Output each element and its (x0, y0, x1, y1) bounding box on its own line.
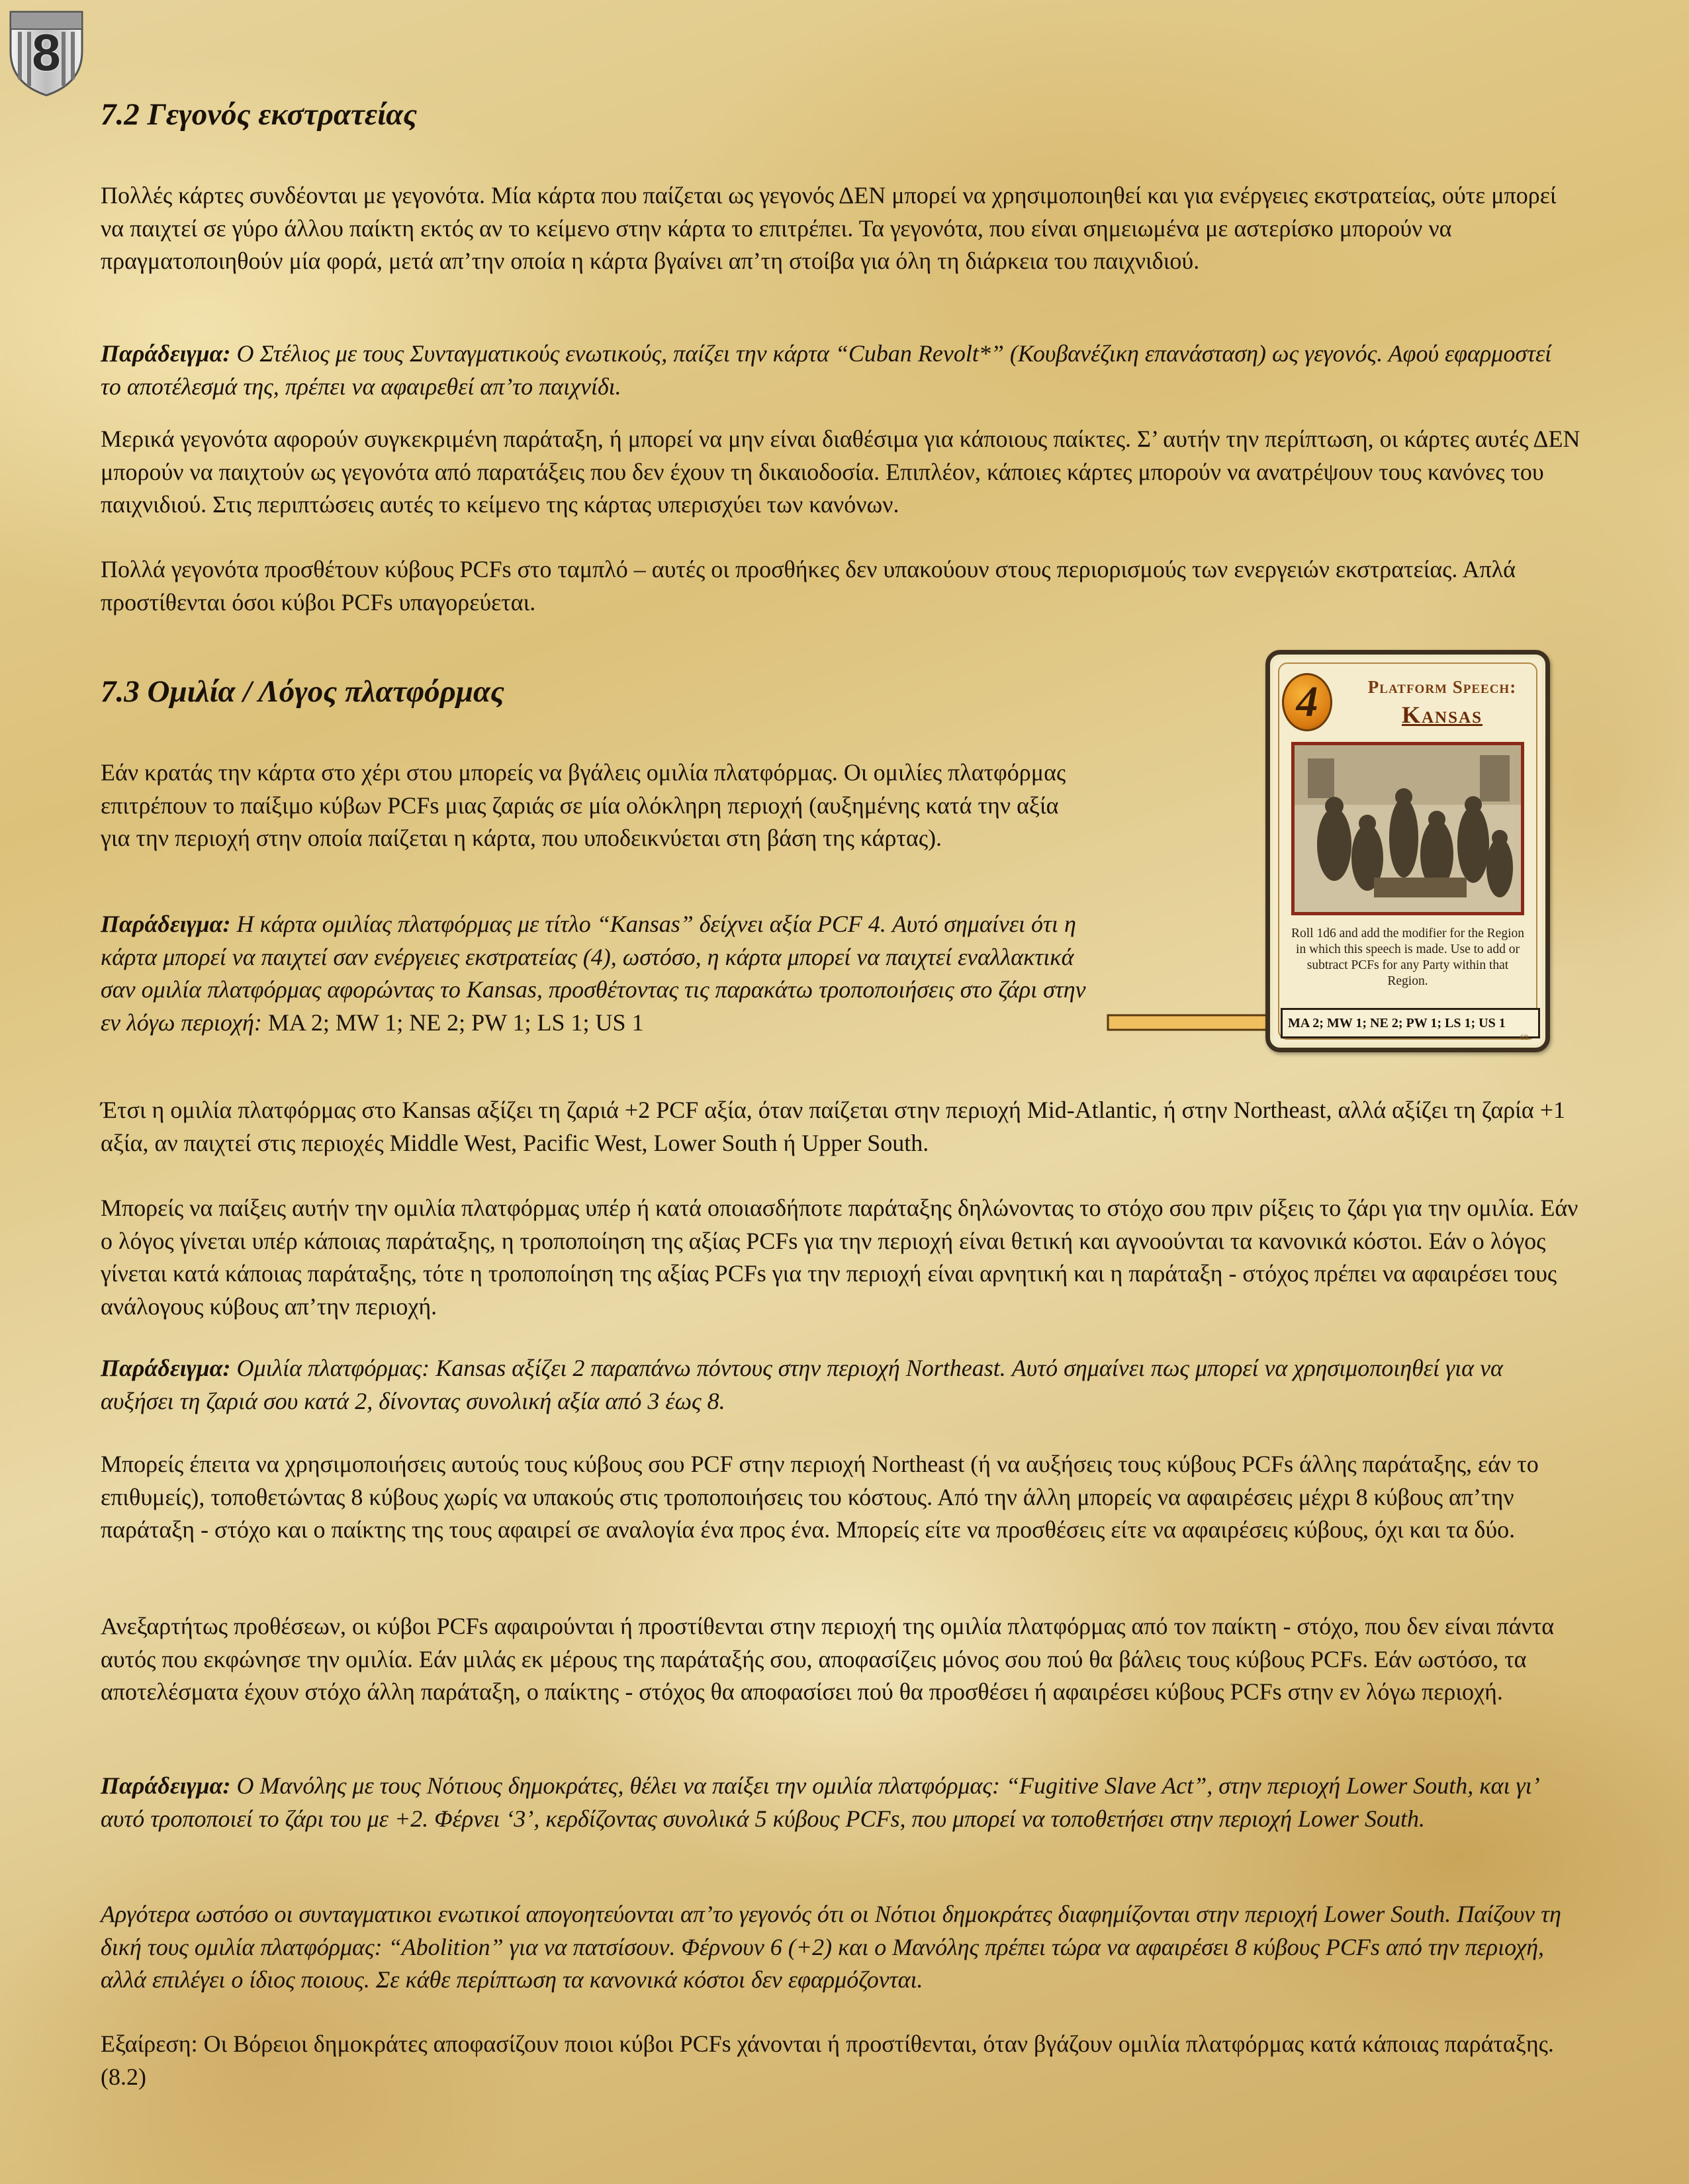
card-subtitle: Kansas (1402, 702, 1483, 728)
card-illustration-image (1291, 742, 1524, 915)
example-label: Παράδειγμα: (101, 340, 231, 367)
card-modifiers: MA 2; MW 1; NE 2; PW 1; LS 1; US 1 (1281, 1008, 1540, 1038)
paragraph: Εξαίρεση: Οι Βόρειοι δημοκράτες αποφασίζουν ποιοι κύβοι PCFs χάνονται ή προστίθενται, όταν βγάζουν ομιλία πλατφόρμας κατά κάποιας παράταξης. (8.2) (101, 2030, 1554, 2090)
paragraph: Πολλές κάρτες συνδέονται με γεγονότα. Μία κάρτα που παίζεται ως γεγονός ΔΕΝ μπορεί να χρησιμοποιηθεί και για ενέργειες εκστρατείας, ούτε μπορεί να παιχτεί σε γύρο άλλου παίκτη εκτός αν το κείμενο στην κάρτα το επιτρέπει. Τα γεγονότα, που είναι σημειωμένα με αστερίσκο μπορούν να πραγματοποιηθούν μία φορά, μετά απ’την οποία η κάρτα βγαίνει απ’τη στοίβα για όλη τη διάρκεια του παιχνιδιού. (101, 182, 1557, 274)
paragraph: Ανεξαρτήτως προθέσεων, οι κύβοι PCFs αφαιρούνται ή προστίθενται στην περιοχή της ομιλία πλατφόρμας από τον παίκτη - στόχο, που δεν είναι πάντα αυτός που εκφώνησε την ομιλία. Εάν μιλάς εκ μέρους της παράταξής σου, αποφασίζεις μόνος σου πού θα βάλεις τους κύβους PCFs. Εάν ωστόσο, τα αποτελέσματα έχουν στόχο άλλη παράταξη, ο παίκτης - στόχος θα αποφασίσει πού θα προσθέσει ή αφαιρέσει κύβους PCFs στην εν λόγω περιοχή. (101, 1613, 1555, 1705)
example-text: Ο Μανόλης με τους Νότιους δημοκράτες, θέλει να παίξει την ομιλία πλατφόρμας: “Fugitive Slave Act”, στην περιοχή Lower South, και γι’ αυτό τροποποιεί το ζάρι του με +2. Φέρνει ‘3’, κερδίζοντας συνολικά 5 κύβους PCFs, που μπορεί να τοποθετήσει στην περιοχή Lower South. (101, 1772, 1537, 1832)
card-value-badge: 4 (1282, 673, 1332, 731)
paragraph: Εάν κρατάς την κάρτα στο χέρι στου μπορείς να βγάλεις ομιλία πλατφόρμας. Οι ομιλίες πλατφόρμας επιτρέπουν το παίξιμο κύβων PCFs μιας ζαριάς σε μία ολόκληρη περιοχή (αυξημένης κατά την αξία για την περιοχή στην οποία παίζεται η κάρτα, που υποδεικνύεται στη βάση της κάρτας). (101, 759, 1066, 851)
example-paragraph (101, 1352, 1557, 1418)
example-paragraph (101, 1770, 1570, 1835)
section-heading-7-3: 7.3 Ομιλία / Λόγος πλατφόρμας (101, 674, 504, 709)
example-text: Ομιλία πλατφόρμας: Kansas αξίζει 2 παραπάνω πόντους στην περιοχή Northeast. Αυτό σημαίνει πως μπορεί να χρησιμοποιηθεί για να αυξήσει τη ζαριά σου κατά 2, δίνοντας συνολική αξία από 3 έως 8. (101, 1355, 1503, 1414)
platform-speech-card (1265, 650, 1550, 1052)
paragraph: Πολλά γεγονότα προσθέτουν κύβους PCFs στο ταμπλό – αυτές οι προσθήκες δεν υπακούουν στους περιορισμούς των ενεργειών εκστρατείας. Απλά προστίθενται όσοι κύβοι PCFs υπαγορεύεται. (101, 556, 1516, 615)
example-label: Παράδειγμα: (101, 911, 231, 937)
example-label: Παράδειγμα: (101, 1355, 231, 1381)
example-paragraph: Αργότερα ωστόσο οι συνταγματικοι ενωτικοί απογοητεύονται απ’το γεγονός ότι οι Νότιοι δημοκράτες διαφημίζονται στην περιοχή Lower South. Παίζουν τη δική τους ομιλία πλατφόρμας: “Abolition” για να πατσίσουν. Φέρνουν 6 (+2) και ο Μανόλης πρέπει τώρα να αφαιρέσει 8 κύβους PCFs από την περιοχή, αλλά επιλέγει ο ίδιος ποιους. Σε κάθε περίπτωση τα κανονικά κόστοι δεν εφαρμόζονται. (101, 1901, 1561, 1993)
page-number: 8 (32, 23, 61, 81)
paragraph: Μερικά γεγονότα αφορούν συγκεκριμένη παράταξη, ή μπορεί να μην είναι διαθέσιμα για κάποιους παίκτες. Σ’ αυτήν την περίπτωση, οι κάρτες αυτές ΔΕΝ μπορούν να παιχτούν ως γεγονότα από παρατάξεις που δεν έχουν τη δικαιοδοσία. Επιπλέον, κάποιες κάρτες μπορούν να ανατρέψουν τους κανόνες του παιχνιδιού. Στις περιπτώσεις αυτές το κείμενο της κάρτας υπερισχύει των κανόνων. (101, 426, 1580, 518)
example-paragraph (101, 908, 1100, 1039)
example-text: Ο Στέλιος με τους Συνταγματικούς ενωτικούς, παίζει την κάρτα “Cuban Revolt*” (Κουβανέζικη επανάσταση) ως γεγονός. Αφού εφαρμοστεί το αποτέλεσμά της, πρέπει να αφαιρεθεί απ’το παιχνίδι. (101, 340, 1552, 400)
section-heading-7-2: 7.2 Γεγονός εκστρατείας (101, 97, 418, 132)
example-label: Παράδειγμα: (101, 1772, 231, 1799)
card-rules-text: Roll 1d6 and add the modifier for the Region in which this speech is made. Use to add or subtract PCFs for any Party within that Region. (1291, 927, 1524, 988)
example-text: Η κάρτα ομιλίας πλατφόρμας με τίτλο “Kansas” δείχνει αξία PCF 4. Αυτό σημαίνει ότι η κάρτα μπορεί να παιχτεί σαν ενέργειες εκστρατείας (4), ωστόσο, η κάρτα μπορεί να παιχτεί εναλλακτικά σαν ομιλία πλατφόρμας αφορώντας το Kansas, προσθέτοντας τις παρακάτω τροποποιήσεις στο ζάρι στην εν λόγω περιοχή: (101, 911, 1086, 1036)
example-modifiers: MA 2; MW 1; NE 2; PW 1; LS 1; US 1 (261, 1009, 644, 1036)
paragraph: Μπορείς να παίξεις αυτήν την ομιλία πλατφόρμας υπέρ ή κατά οποιασδήποτε παράταξης δηλώνοντας το στόχο σου πριν ρίξεις το ζάρι για την ομιλία. Εάν ο λόγος γίνεται υπέρ κάποιας παράταξης, η τροποποίηση της αξίας PCFs για την περιοχή είναι θετική και αγνοούνται τα κανονικά κόστοι. Εάν ο λόγος γίνεται κατά κάποιας παράταξης, τότε η τροποποίηση της αξίας PCFs για την περιοχή είναι αρνητική και η παράταξη - στόχος πρέπει να αφαιρέσει τους ανάλογους κύβους απ’την περιοχή. (101, 1195, 1578, 1320)
card-title: Platform Speech: (1367, 677, 1517, 697)
card-number: 69 (1520, 1032, 1528, 1042)
paragraph: Μπορείς έπειτα να χρησιμοποιήσεις αυτούς τους κύβους σου PCF στην περιοχή Northeast (ή να αυξήσεις τους κύβους PCFs άλλης παράταξης, εάν το επιθυμείς), τοποθετώντας 8 κύβους χωρίς να υπακούς στις τροποποιήσεις του κόστους. Από την άλλη μπορείς να αφαιρέσεις μέχρι 8 κύβους απ’την παράταξη - στόχο και ο παίκτης της τους αφαιρεί σε αναλογία ένα προς ένα. Μπορείς είτε να προσθέσεις είτε να αφαιρέσεις κύβους, όχι και τα δύο. (101, 1451, 1539, 1543)
paragraph: Έτσι η ομιλία πλατφόρμας στο Kansas αξίζει τη ζαριά +2 PCF αξία, όταν παίζεται στην περιοχή Mid-Atlantic, ή στην Northeast, αλλά αξίζει τη ζαρία +1 αξία, αν παιχτεί στις περιοχές Middle West, Pacific West, Lower South ή Upper South. (101, 1097, 1566, 1156)
example-paragraph (101, 338, 1557, 403)
